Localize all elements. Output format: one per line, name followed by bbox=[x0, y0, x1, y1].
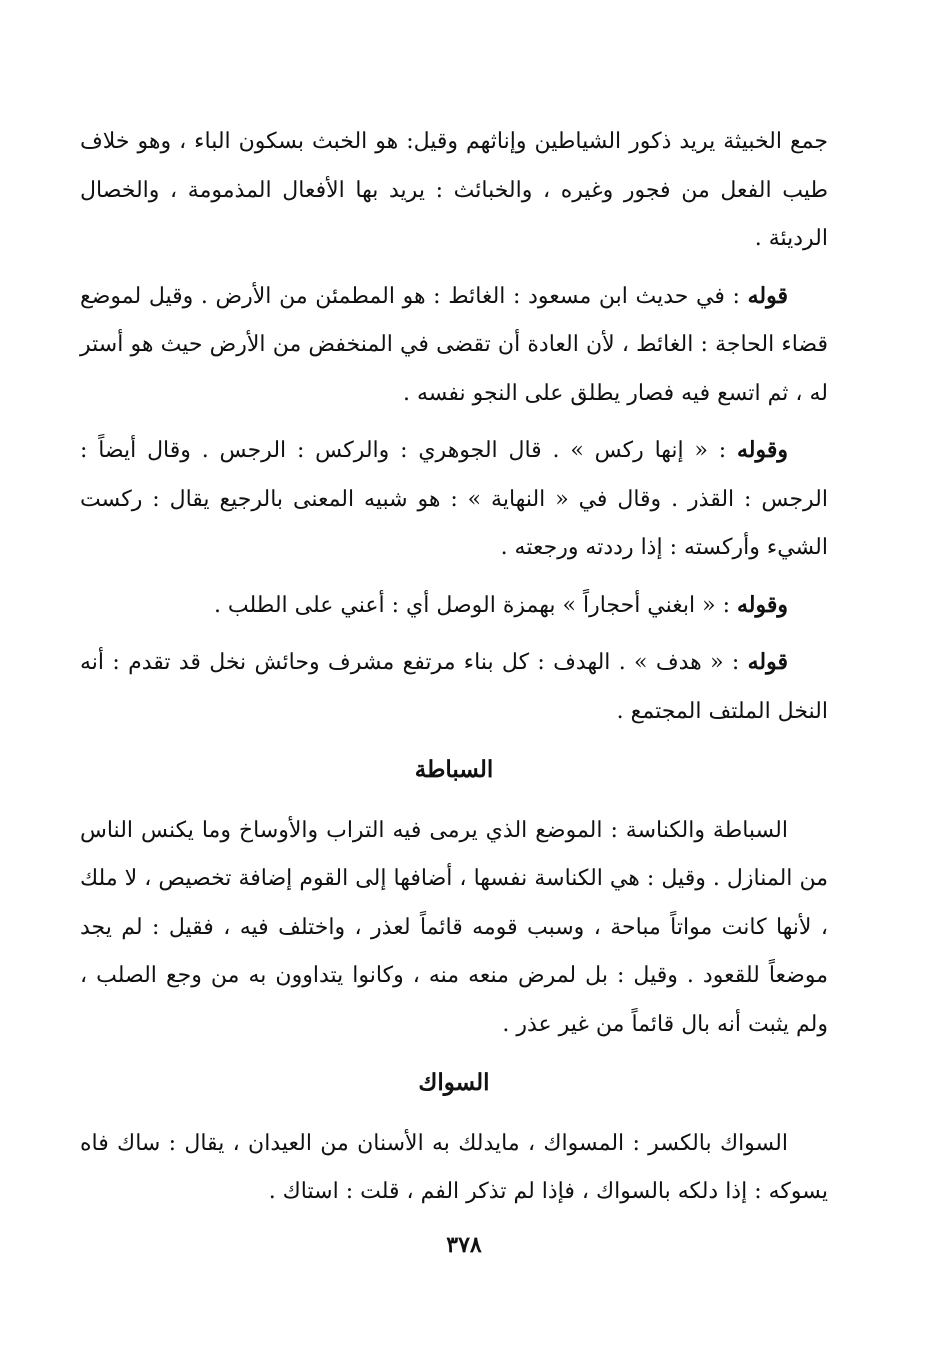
paragraph bbox=[80, 581, 828, 631]
paragraph: السواك بالكسر : المسواك ، مايدلك به الأسنان من العيدان ، يقال : ساك فاه يسوكه : إذا دلكه بالسواك ، فإذا لم تذكر الفم ، قلت : استاك . bbox=[80, 1130, 828, 1204]
paragraph-text: : « ابغني أحجاراً » بهمزة الوصل أي : أعني على الطلب . bbox=[213, 592, 737, 618]
section-heading: السواك bbox=[418, 1069, 490, 1096]
paragraph bbox=[80, 272, 828, 419]
section-heading: السباطة bbox=[414, 756, 494, 783]
page-number: ٣٧٨ bbox=[446, 1232, 482, 1258]
paragraph-lead: وقوله bbox=[736, 437, 788, 463]
paragraph bbox=[80, 426, 828, 573]
paragraph-text: جمع الخبيثة يريد ذكور الشياطين وإناثهم وقيل: هو الخبث بسكون الباء ، وهو خلاف طيب الفعل من فجور وغيره ، والخبائث : يريد بها الأفعال المذمومة ، والخصال الرديئة . bbox=[80, 129, 828, 251]
paragraph-text: : في حديث ابن مسعود : الغائط : هو المطمئن من الأرض . وقيل لموضع قضاء الحاجة : الغائط ، لأن العادة أن تقضى في المنخفض من الأرض حيث هو أستر له ، ثم اتسع فيه فصار يطلق على النجو نفسه . bbox=[80, 283, 828, 406]
paragraph-lead: وقوله bbox=[736, 591, 788, 618]
paragraph-text: : « إنها ركس » . قال الجوهري : والركس : الرجس . وقال أيضاً : الرجس : القذر . وقال في « النهاية » : هو شبيه المعنى بالرجيع يقال : ركست الشيء وأركسته : إذا رددته ورجعته . bbox=[80, 438, 828, 560]
paragraph: السباطة والكناسة : الموضع الذي يرمى فيه التراب والأوساخ وما يكنس الناس من المنازل . وقيل : هي الكناسة نفسها ، أضافها إلى القوم إضافة تخصيص ، لا ملك ، لأنها كانت مواتاً مباحة ، وسبب قومه قائماً لعذر ، واختلف فيه ، فقيل : لم يجد موضعاً للقعود . وقيل : بل لمرض منعه منه ، وكانوا يتداوون به من وجع الصلب ، ولم يثبت أنه بال قائماً من غير عذر . bbox=[80, 817, 828, 1037]
paragraph-lead: قوله bbox=[747, 282, 788, 309]
paragraph bbox=[80, 638, 828, 736]
paragraph-text: : « هدف » . الهدف : كل بناء مرتفع مشرف وحائش نخل قد تقدم : أنه النخل الملتف المجتمع . bbox=[80, 650, 828, 724]
paragraph-lead: قوله bbox=[747, 649, 788, 675]
page-body bbox=[80, 118, 828, 1225]
paragraph bbox=[80, 118, 828, 264]
